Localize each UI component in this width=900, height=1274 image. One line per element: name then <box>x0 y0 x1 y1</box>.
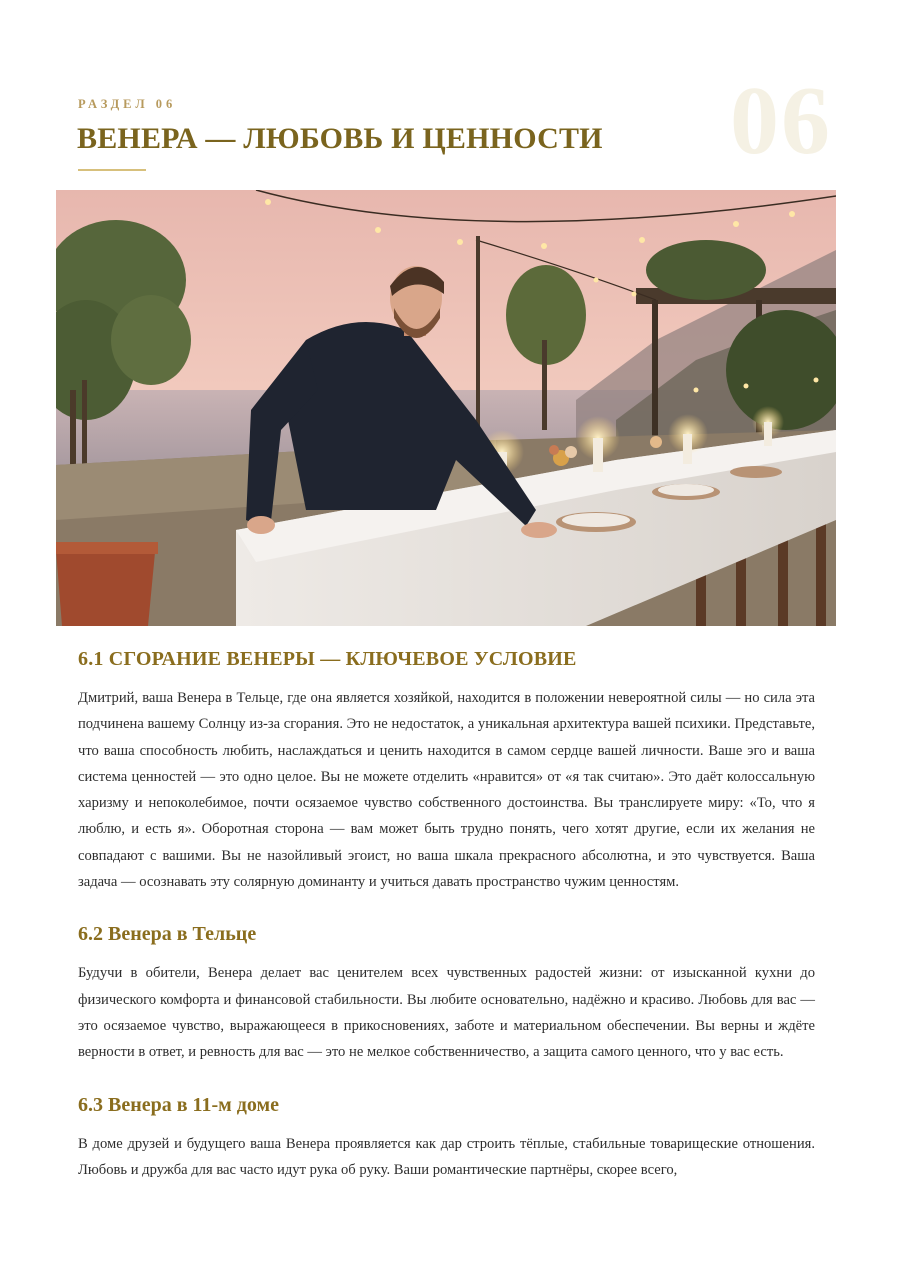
page-title: ВЕНЕРА — ЛЮБОВЬ И ЦЕННОСТИ <box>77 122 603 155</box>
title-underline <box>78 169 146 171</box>
subsection-body-6-3: В доме друзей и будущего ваша Венера проявляется как дар строить тёплые, стабильные товарищеские отношения. Любовь и дружба для вас часто идут рука об руку. Ваши романтические партнёры, скорее всего, <box>78 1135 815 1178</box>
subsection-heading-6-1: 6.1 СГОРАНИЕ ВЕНЕРЫ — КЛЮЧЕВОЕ УСЛОВИЕ <box>78 648 577 670</box>
content-area <box>78 648 815 1211</box>
subsection-heading-6-3: 6.3 Венера в 11-м доме <box>78 1093 279 1116</box>
subsection-body-6-1: Дмитрий, ваша Венера в Тельце, где она является хозяйкой, находится в положении невероятной силы — но сила эта подчинена вашему Солнцу из-за сгорания. Это не недостаток, а уникальная архитектура вашей психики. Представьте, что ваша способность любить, наслаждаться и ценить находится в самом сердце вашей личности. Ваше эго и ваша система ценностей — это одно целое. Вы не можете отделить «нравится» от «я так считаю». Это даёт колоссальную харизму и непоколебимое, почти осязаемое чувство собственного достоинства. Вы транслируете миру: «То, что я люблю, и есть я». Оборотная сторона — вам может быть трудно понять, чего хотят другие, если их желания не совпадают с вашими. Вы не назойливый эгоист, но ваша шкала прекрасного абсолютна, и это чувствуется. Ваша задача — осознавать эту солярную доминанту и учиться давать пространство чужим ценностям. <box>78 690 815 891</box>
hero-photo <box>56 190 836 626</box>
section-kicker: РАЗДЕЛ 06 <box>78 97 177 111</box>
section-number-watermark: 06 <box>730 67 832 175</box>
subsection-body-6-2: Будучи в обители, Венера делает вас ценителем всех чувственных радостей жизни: от изысканной кухни до физического комфорта и финансовой стабильности. Вы любите основательно, надёжно и красиво. Любовь для вас — это осязаемое чувство, выражающееся в прикосновениях, заботе и материальном обеспечении. Вы верны и ждёте верности в ответ, и ревность для вас — это не мелкое собственничество, а защита самого ценного, что у вас есть. <box>78 965 815 1061</box>
subsection-heading-6-2: 6.2 Венера в Тельце <box>78 923 257 946</box>
